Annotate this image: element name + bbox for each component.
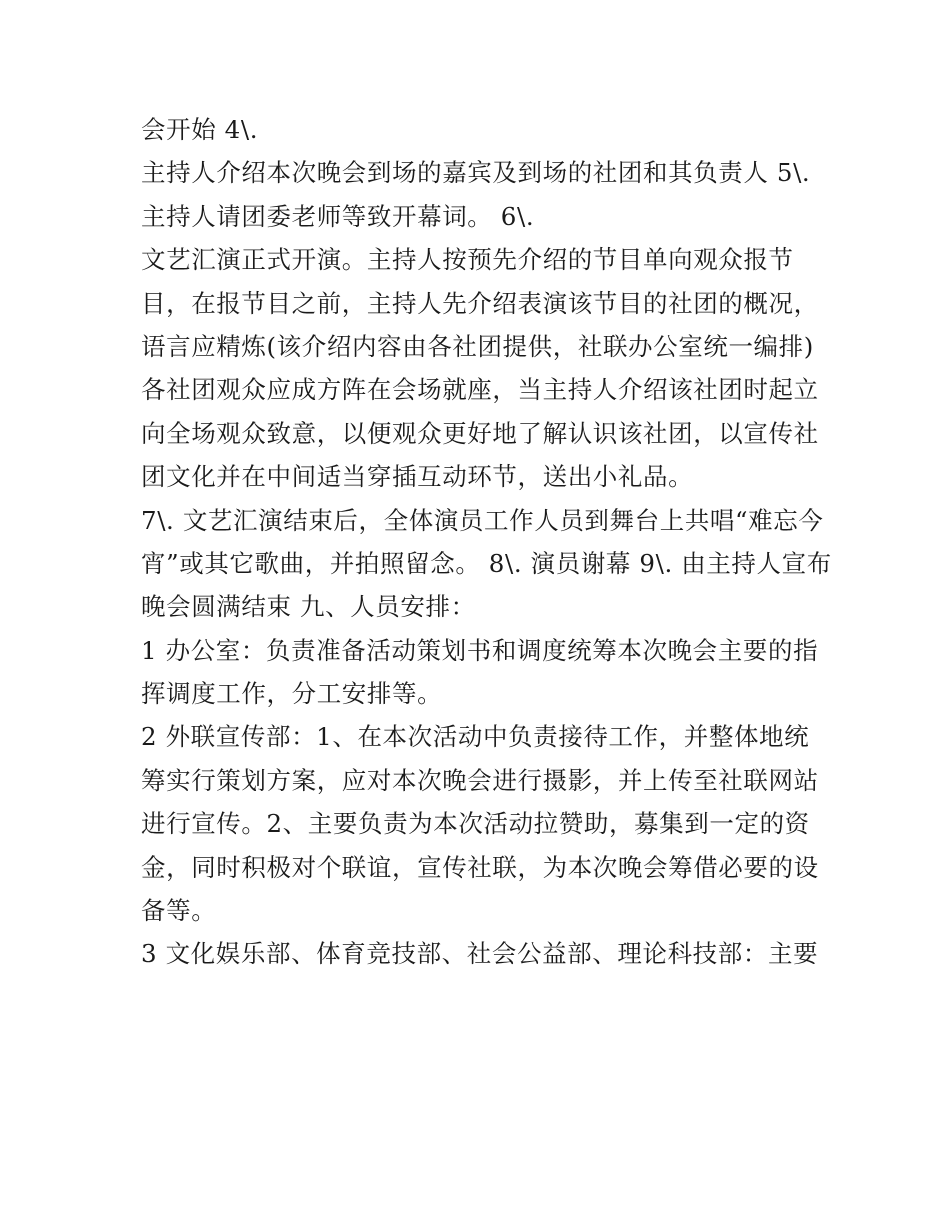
text-line: 团文化并在中间适当穿插互动环节，送出小礼品。 — [141, 462, 694, 492]
text-line: 宵”或其它歌曲，并拍照留念。 8\. 演员谢幕 9\. 由主持人宣布 — [141, 548, 832, 578]
text-line: 1 办公室：负责准备活动策划书和调度统筹本次晚会主要的指 — [141, 635, 819, 665]
text-line: 主持人请团委老师等致开幕词。 6\. — [141, 201, 535, 231]
text-line: 挥调度工作，分工安排等。 — [141, 679, 443, 709]
text-line: 晚会圆满结束 九、人员安排： — [141, 592, 476, 622]
text-line: 进行宣传。2、主要负责为本次活动拉赞助，募集到一定的资 — [141, 809, 810, 839]
text-line: 筹实行策划方案，应对本次晚会进行摄影，并上传至社联网站 — [141, 765, 819, 795]
text-line: 主持人介绍本次晚会到场的嘉宾及到场的社团和其负责人 5\. — [141, 158, 811, 188]
text-line: 目，在报节目之前，主持人先介绍表演该节目的社团的概况， — [141, 288, 819, 318]
text-line: 各社团观众应成方阵在会场就座，当主持人介绍该社团时起立 — [141, 375, 819, 405]
text-line: 3 文化娱乐部、体育竞技部、社会公益部、理论科技部：主要 — [141, 939, 819, 969]
text-line: 向全场观众致意，以便观众更好地了解认识该社团，以宣传社 — [141, 418, 819, 448]
text-line: 文艺汇演正式开演。主持人按预先介绍的节目单向观众报节 — [141, 245, 794, 275]
text-line: 金，同时积极对个联谊，宣传社联，为本次晚会筹借必要的设 — [141, 852, 819, 882]
text-line: 备等。 — [141, 896, 217, 926]
text-line: 7\. 文艺汇演结束后，全体演员工作人员到舞台上共唱“难忘今 — [141, 505, 824, 535]
text-line: 语言应精炼(该介绍内容由各社团提供，社联办公室统一编排) — [141, 331, 814, 361]
body-text — [141, 108, 832, 976]
text-line: 2 外联宣传部：1、在本次活动中负责接待工作，并整体地统 — [141, 722, 810, 752]
text-line: 会开始 4\. — [141, 115, 259, 144]
